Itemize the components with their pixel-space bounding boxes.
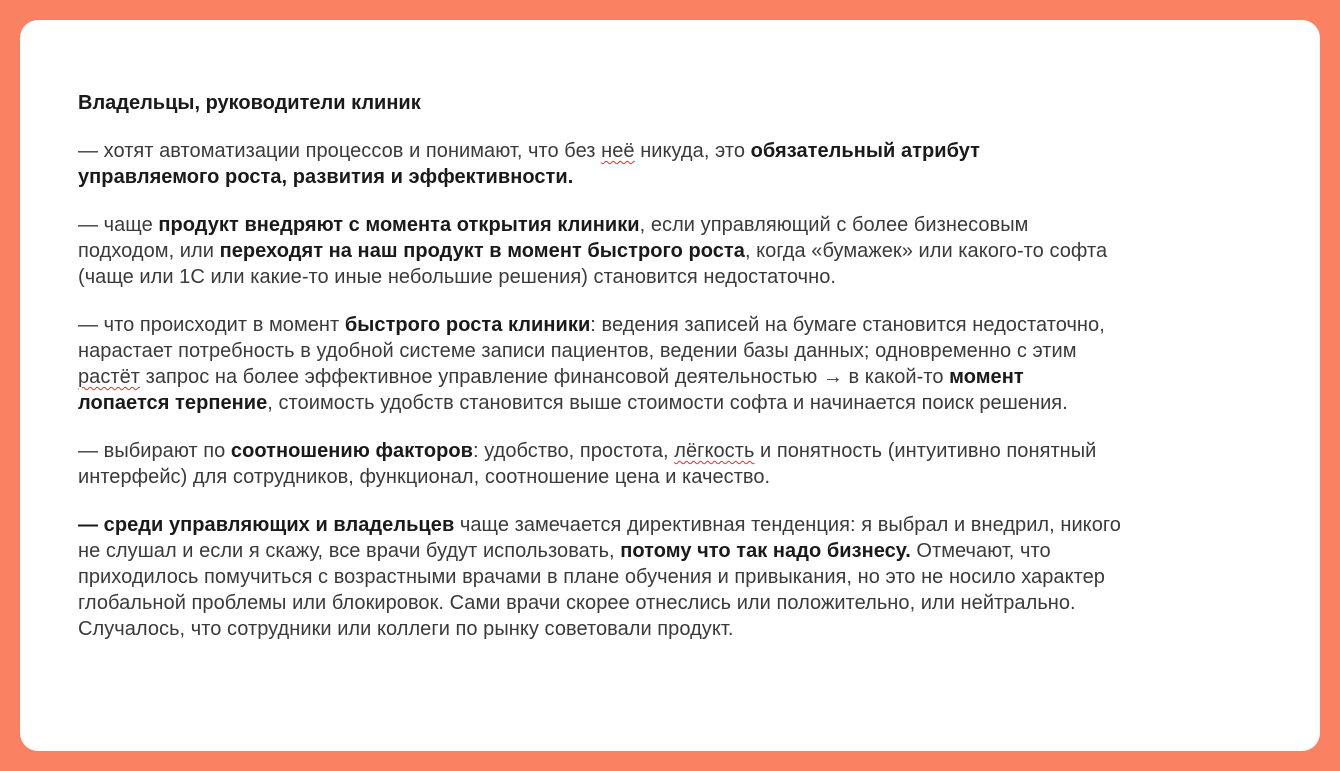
text: чаще замечается директивная тенденция: я выбрал и внедрил, никого не слушал и если я скажу, все врачи будут использовать, [78, 514, 1121, 562]
paragraph-fast-growth [78, 312, 1118, 416]
paragraph-implementation [78, 212, 1118, 290]
text: — хотят автоматизации процессов и понимают, что без [78, 140, 602, 162]
text: никуда, это [634, 140, 751, 162]
text: : ведения записей на бумаге становится недостаточно, нарастает потребность в удобной системе записи пациентов, ведении базы данных; одновременно с этим [78, 314, 1105, 362]
text: — что происходит в момент [78, 314, 345, 336]
text: запрос на более эффективное управление финансовой деятельностью → в какой-то [140, 366, 950, 388]
text: , если управляющий с более бизнесовым подходом, или [78, 214, 1029, 262]
section-title: Владельцы, руководители клиник [78, 92, 421, 114]
bold-text: быстрого роста клиники [344, 314, 591, 336]
paragraph-factors [78, 438, 1138, 490]
text: : удобство, простота, [473, 440, 675, 462]
text: — чаще [78, 214, 159, 236]
text: и понятность (интуитивно понятный интерфейс) для сотрудников, функционал, соотношение цена и качество. [78, 440, 1097, 488]
paragraph-owners [78, 512, 1138, 642]
misspelled-word: растёт [78, 366, 140, 388]
misspelled-word: неё [601, 140, 635, 162]
misspelled-word: лёгкость [674, 440, 755, 462]
bold-text: продукт внедряют с момента открытия клиники [158, 214, 640, 236]
text: Отмечают, что приходилось помучиться с возрастными врачами в плане обучения и привыкания, но это не носило характер глобальной проблемы или блокировок. Сами врачи скорее отнеслись или положительно, или нейтрально. Случалось, что сотрудники или коллеги по рынку советовали продукт. [78, 540, 1105, 640]
paragraph-automation [78, 138, 1118, 190]
document-card [20, 20, 1320, 751]
bold-text: переходят на наш продукт в момент быстрого роста [219, 240, 745, 262]
bold-text: соотношению факторов [230, 440, 473, 462]
bold-text: момент лопается терпение [78, 366, 1024, 414]
bold-text: обязательный атрибут управляемого роста, развития и эффективности. [78, 140, 981, 188]
bold-text: потому что так надо бизнесу. [620, 540, 911, 562]
text: , когда «бумажек» или какого-то софта (чаще или 1С или какие-то иные небольшие решения) становится недостаточно. [78, 240, 1108, 288]
text: — выбирают по [78, 440, 231, 462]
bold-text: — среди управляющих и владельцев [78, 514, 455, 536]
text: , стоимость удобств становится выше стоимости софта и начинается поиск решения. [267, 392, 1068, 414]
